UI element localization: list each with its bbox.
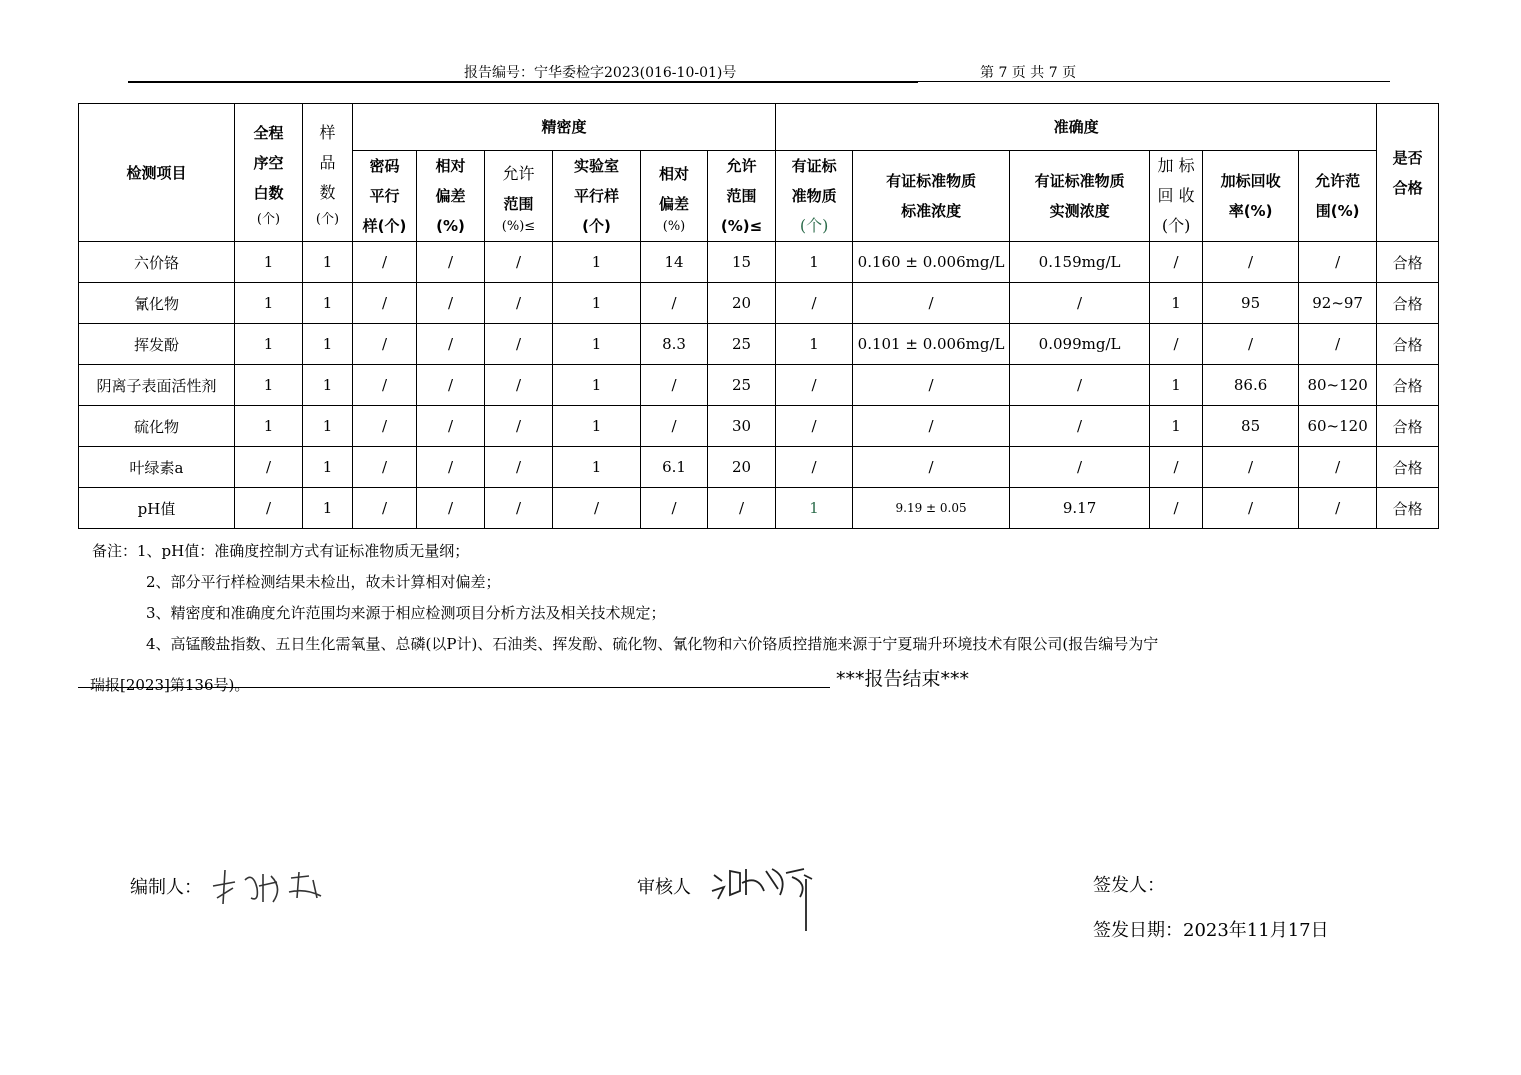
- table-cell: 60~120: [1299, 406, 1377, 447]
- table-cell: /: [485, 447, 553, 488]
- col-allow-2: 允许 范围 (%)≤: [708, 151, 776, 242]
- table-cell: /: [1299, 488, 1377, 529]
- table-cell: /: [353, 365, 417, 406]
- table-cell: 80~120: [1299, 365, 1377, 406]
- table-cell: 1: [553, 324, 641, 365]
- table-cell: /: [417, 283, 485, 324]
- table-cell: 合格: [1377, 488, 1439, 529]
- table-cell: 1: [1150, 406, 1203, 447]
- table-cell: 合格: [1377, 324, 1439, 365]
- table-cell: /: [1150, 242, 1203, 283]
- table-cell: 1: [235, 365, 303, 406]
- item-name-cell: 挥发酚: [79, 324, 235, 365]
- table-cell: /: [1010, 283, 1150, 324]
- group-accuracy: 准确度: [776, 104, 1377, 151]
- table-cell: /: [853, 447, 1010, 488]
- table-cell: 20: [708, 447, 776, 488]
- table-cell: /: [1203, 242, 1299, 283]
- table-cell: /: [1150, 447, 1203, 488]
- table-cell: /: [853, 365, 1010, 406]
- table-cell: /: [776, 406, 853, 447]
- col-allow-1: 允许 范围 (%)≤: [485, 151, 553, 242]
- table-cell: /: [641, 365, 708, 406]
- table-row: [79, 365, 1439, 406]
- table-cell: /: [776, 447, 853, 488]
- report-end: ***报告结束***: [836, 668, 970, 690]
- col-crm-std: 有证标准物质 标准浓度: [853, 151, 1010, 242]
- table-cell: /: [353, 283, 417, 324]
- table-cell: 0.160 ± 0.006mg/L: [853, 242, 1010, 283]
- col-sample: 样 品 数 (个): [303, 104, 353, 242]
- table-cell: 95: [1203, 283, 1299, 324]
- table-cell: /: [353, 406, 417, 447]
- table-cell: 合格: [1377, 242, 1439, 283]
- table-cell: /: [776, 365, 853, 406]
- col-crm: 有证标 准物质 (个): [776, 151, 853, 242]
- table-cell: /: [485, 406, 553, 447]
- item-name-cell: 叶绿素a: [79, 447, 235, 488]
- table-cell: 1: [553, 406, 641, 447]
- table-cell: /: [417, 365, 485, 406]
- table-cell: 1: [235, 283, 303, 324]
- table-cell: 1: [553, 283, 641, 324]
- table-cell: 1: [1150, 365, 1203, 406]
- table-cell: /: [235, 447, 303, 488]
- table-cell: 1: [235, 242, 303, 283]
- table-cell: 0.099mg/L: [1010, 324, 1150, 365]
- table-cell: 1: [303, 488, 353, 529]
- remark-2: 2、部分平行样检测结果未检出，故未计算相对偏差；: [146, 573, 501, 591]
- page-number: 第 7 页 共 7 页: [980, 65, 1077, 81]
- table-cell: 25: [708, 324, 776, 365]
- col-item: 检测项目: [79, 104, 235, 242]
- table-cell: 20: [708, 283, 776, 324]
- table-cell: /: [417, 488, 485, 529]
- table-cell: 1: [303, 406, 353, 447]
- table-cell: 1: [553, 242, 641, 283]
- table-cell: /: [353, 447, 417, 488]
- col-allow-3: 允许范 围(%): [1299, 151, 1377, 242]
- item-name-cell: 硫化物: [79, 406, 235, 447]
- table-cell: 0.101 ± 0.006mg/L: [853, 324, 1010, 365]
- table-cell: 1: [303, 242, 353, 283]
- table-cell: /: [1150, 324, 1203, 365]
- table-cell: /: [485, 365, 553, 406]
- col-crm-meas: 有证标准物质 实测浓度: [1010, 151, 1150, 242]
- table-cell: 30: [708, 406, 776, 447]
- table-row: [79, 283, 1439, 324]
- reviewer-signature: [708, 855, 818, 937]
- table-cell: /: [353, 242, 417, 283]
- col-blank: 全程 序空 白数 (个): [235, 104, 303, 242]
- table-cell: /: [1299, 447, 1377, 488]
- table-cell: 1: [553, 447, 641, 488]
- table-cell: 6.1: [641, 447, 708, 488]
- table-cell: 1: [776, 488, 853, 529]
- table-cell: /: [353, 324, 417, 365]
- compiler-signature: [205, 858, 335, 908]
- table-cell: /: [641, 488, 708, 529]
- table-cell: 合格: [1377, 447, 1439, 488]
- table-cell: /: [853, 406, 1010, 447]
- table-cell: /: [1010, 406, 1150, 447]
- table-cell: 9.19 ± 0.05: [853, 488, 1010, 529]
- table-cell: /: [485, 283, 553, 324]
- col-rel-dev-1: 相对 偏差 (%): [417, 151, 485, 242]
- table-cell: 1: [776, 324, 853, 365]
- header-underline: [128, 82, 918, 83]
- issuer-label: 签发人：: [1093, 875, 1165, 896]
- table-cell: 25: [708, 365, 776, 406]
- table-cell: 1: [776, 242, 853, 283]
- table-cell: 8.3: [641, 324, 708, 365]
- col-lab-parallel: 实验室 平行样 (个): [553, 151, 641, 242]
- table-cell: /: [1203, 447, 1299, 488]
- table-cell: /: [417, 324, 485, 365]
- table-cell: 合格: [1377, 406, 1439, 447]
- compiler-label: 编制人：: [130, 877, 202, 898]
- table-cell: 1: [553, 365, 641, 406]
- issue-date: 签发日期：2023年11月17日: [1093, 920, 1329, 941]
- table-cell: 0.159mg/L: [1010, 242, 1150, 283]
- table-cell: 86.6: [1203, 365, 1299, 406]
- table-cell: 85: [1203, 406, 1299, 447]
- table-cell: 9.17: [1010, 488, 1150, 529]
- col-spike-rate: 加标回收 率(%): [1203, 151, 1299, 242]
- table-cell: 1: [235, 406, 303, 447]
- table-cell: /: [1150, 488, 1203, 529]
- table-cell: 92~97: [1299, 283, 1377, 324]
- table-cell: /: [485, 242, 553, 283]
- item-name-cell: 阴离子表面活性剂: [79, 365, 235, 406]
- item-name-cell: 氰化物: [79, 283, 235, 324]
- end-underline: [78, 687, 830, 688]
- table-cell: /: [353, 488, 417, 529]
- table-cell: /: [1010, 447, 1150, 488]
- table-cell: /: [1299, 324, 1377, 365]
- table-cell: /: [417, 406, 485, 447]
- remark-3: 3、精密度和准确度允许范围均来源于相应检测项目分析方法及相关技术规定；: [146, 604, 666, 622]
- table-cell: /: [1203, 488, 1299, 529]
- reviewer-label: 审核人: [637, 877, 691, 898]
- table-cell: 1: [1150, 283, 1203, 324]
- group-precision: 精密度: [353, 104, 776, 151]
- table-row: [79, 488, 1439, 529]
- table-cell: /: [235, 488, 303, 529]
- table-cell: /: [485, 324, 553, 365]
- table-cell: 14: [641, 242, 708, 283]
- table-cell: /: [485, 488, 553, 529]
- table-row: [79, 447, 1439, 488]
- table-cell: 1: [303, 283, 353, 324]
- table-row: [79, 324, 1439, 365]
- table-cell: 1: [303, 324, 353, 365]
- table-cell: 合格: [1377, 283, 1439, 324]
- table-cell: /: [641, 283, 708, 324]
- remark-4: 4、高锰酸盐指数、五日生化需氧量、总磷(以P计)、石油类、挥发酚、硫化物、氰化物和六价铬质控措施来源于宁夏瑞升环境技术有限公司(报告编号为宁: [146, 635, 1159, 653]
- table-cell: 1: [303, 365, 353, 406]
- table-cell: /: [417, 447, 485, 488]
- table-cell: /: [776, 283, 853, 324]
- table-cell: /: [1299, 242, 1377, 283]
- table-cell: /: [1203, 324, 1299, 365]
- item-name-cell: 六价铬: [79, 242, 235, 283]
- table-cell: 合格: [1377, 365, 1439, 406]
- col-secret-parallel: 密码 平行 样(个): [353, 151, 417, 242]
- table-cell: 15: [708, 242, 776, 283]
- table-row: [79, 406, 1439, 447]
- table-cell: /: [553, 488, 641, 529]
- table-cell: 1: [235, 324, 303, 365]
- report-number: 报告编号：宁华委检字2023(016-10-01)号: [464, 65, 737, 81]
- table-cell: 1: [303, 447, 353, 488]
- item-name-cell: pH值: [79, 488, 235, 529]
- col-pass: 是否 合格: [1377, 104, 1439, 242]
- remark-1: 备注：1、pH值：准确度控制方式有证标准物质无量纲；: [92, 542, 470, 560]
- col-rel-dev-2: 相对 偏差 (%): [641, 151, 708, 242]
- col-spike: 加 标 回 收 (个): [1150, 151, 1203, 242]
- table-cell: /: [417, 242, 485, 283]
- table-cell: /: [641, 406, 708, 447]
- remark-4-cont: 瑞报[2023]第136号)。: [90, 676, 250, 694]
- qc-table: [78, 103, 1439, 529]
- remarks: [92, 536, 1158, 701]
- table-cell: /: [1010, 365, 1150, 406]
- table-cell: /: [708, 488, 776, 529]
- table-cell: /: [853, 283, 1010, 324]
- table-row: [79, 242, 1439, 283]
